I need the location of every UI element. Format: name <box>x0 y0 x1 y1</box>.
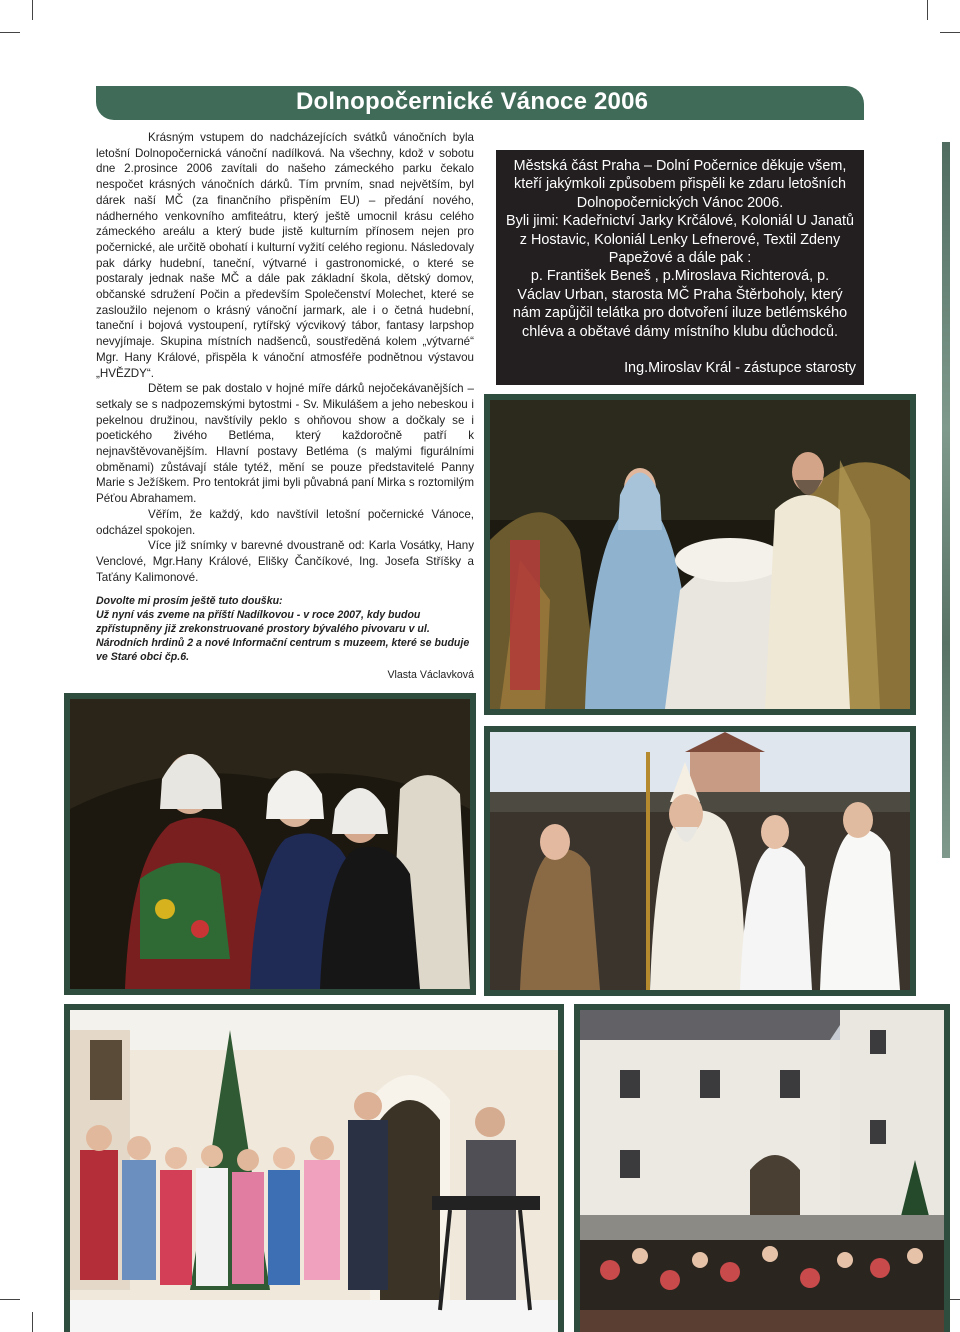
singing-women-photo <box>64 693 476 995</box>
author-signature: Vlasta Václavková <box>387 669 474 681</box>
article-paragraph: Krásným vstupem do nadcházejících svátků vánočních byla letošní Dolnopočernická vánoční nadílková. Na všechny, kdož v sobotu dne 2.prosince 2006 zavítali do našeho zámeckého parku čekalo nespočet krásných vánočních dárků. Tím prvním, snad největším, byl dárek naší MČ (za finančního přispěním EU) – předání nového, nádherného venkovního amfiteátru, který ještě umocnil krásu celého zámeckého areálu a který bude jistě kulturním přínosem nejen pro počernické, ale určitě obohatí i kulturní vyžití celého regionu. Následovaly pak dárky hudební, taneční, výtvarné i gastronomické, o které se postaraly jednak naše MČ a dále pak základní škola, dětský domov, občanské sdružení Počin a především Společenství Molechet, které se zasloužilo nejenom o krásný vánoční jarmark, ale i o četná hudební, taneční i bojová vystoupení, rytířský výcvikový tábor, fantasy larpshop nevyjímaje. Skupina místních nadšenců, soustředěná kolem „výtvarné“ Mgr. Hany Králové, přispěla k vánoční atmosféře podnětnou výstavou „HVĚZDY“. <box>96 131 474 380</box>
postscript-text: Už nyní vás zveme na příští Nadílkovou - v roce 2007, kdy budou zpřístupněny již zrekonstruované prostory bývalého pivovaru v ul. Národních hrdinů 2 a nové Informační centrum s muzeem, které se buduje ve Staré obci čp.6. <box>96 609 470 664</box>
amphitheatre-photo <box>574 1004 950 1332</box>
nativity-scene-photo <box>484 394 916 715</box>
crop-mark <box>0 32 20 33</box>
crop-mark <box>940 32 960 33</box>
thanks-line: p. František Beneš , p.Miroslava Richterová, p. <box>530 268 830 285</box>
women-image <box>70 699 470 989</box>
page-edge-strip <box>942 142 950 858</box>
children-choir-photo <box>64 1004 564 1332</box>
postscript-heading: Dovolte mi prosím ještě tuto doušku: <box>96 595 283 607</box>
article-paragraph: Věřím, že každý, kdo navštívil letošní počernické Vánoce, odcházel spokojen. <box>96 507 474 537</box>
saint-nicholas-photo <box>484 726 916 996</box>
nativity-image <box>490 400 910 709</box>
article-body <box>96 130 474 585</box>
crop-mark <box>32 1312 33 1332</box>
postscript <box>96 594 474 664</box>
nicholas-image <box>490 732 910 990</box>
thanks-signature: Ing.Miroslav Král - zástupce starosty <box>624 360 856 377</box>
article-paragraph: Více již snímky v barevné dvoustraně od: Karla Vosátky, Hany Venclové, Mgr.Hany Králové, Elišky Čančíkové, Ing. Josefa Stříšky a Taťány Kalimonové. <box>96 539 474 584</box>
thanks-line: Václav Urban, starosta MČ Praha Štěrboholy, který nám zapůjčil telátka pro dotvoření iluze betlémského chléva a obětavé dámy místního klubu důchodců. <box>512 286 848 340</box>
thanks-box <box>496 150 864 385</box>
crop-mark <box>32 0 33 20</box>
article-paragraph: Dětem se pak dostalo v hojné míře dárků nejočekávanějších – setkaly se s nadpozemskými bytostmi - Sv. Mikulášem a jeho nebeskou i pekelnou družinou, navštívily peklo s ohňovou show a dočkaly se i poetického živého Betléma, který každoročně patří k nejnavštěvovanějším. Hlavní postavy Betléma (s malými figurálními obměnami) zůstávají stále tytéž, mění se pouze představitelé Panny Marie s Ježíškem. Pro tentokrát jimi byli půvabná paní Mirka s roztomilým Péťou Abrahamem. <box>96 382 474 506</box>
page-title: Dolnopočernické Vánoce 2006 <box>296 88 649 115</box>
choir-image <box>70 1010 558 1332</box>
amphitheatre-image <box>580 1010 944 1332</box>
crop-mark <box>927 0 928 20</box>
thanks-line: Byli jimi: Kadeřnictví Jarky Krčálové, Koloniál U Janatů z Hostavic, Koloniál Lenky Lefnerové, Textil Zdeny Papežové a dále pak : <box>506 213 854 267</box>
crop-mark <box>0 1299 20 1300</box>
thanks-line: Městská část Praha – Dolní Počernice děkuje všem, kteří jakýmkoli způsobem přispěli ke zdaru letošních Dolnopočernických Vánoc 2006. <box>513 158 847 211</box>
